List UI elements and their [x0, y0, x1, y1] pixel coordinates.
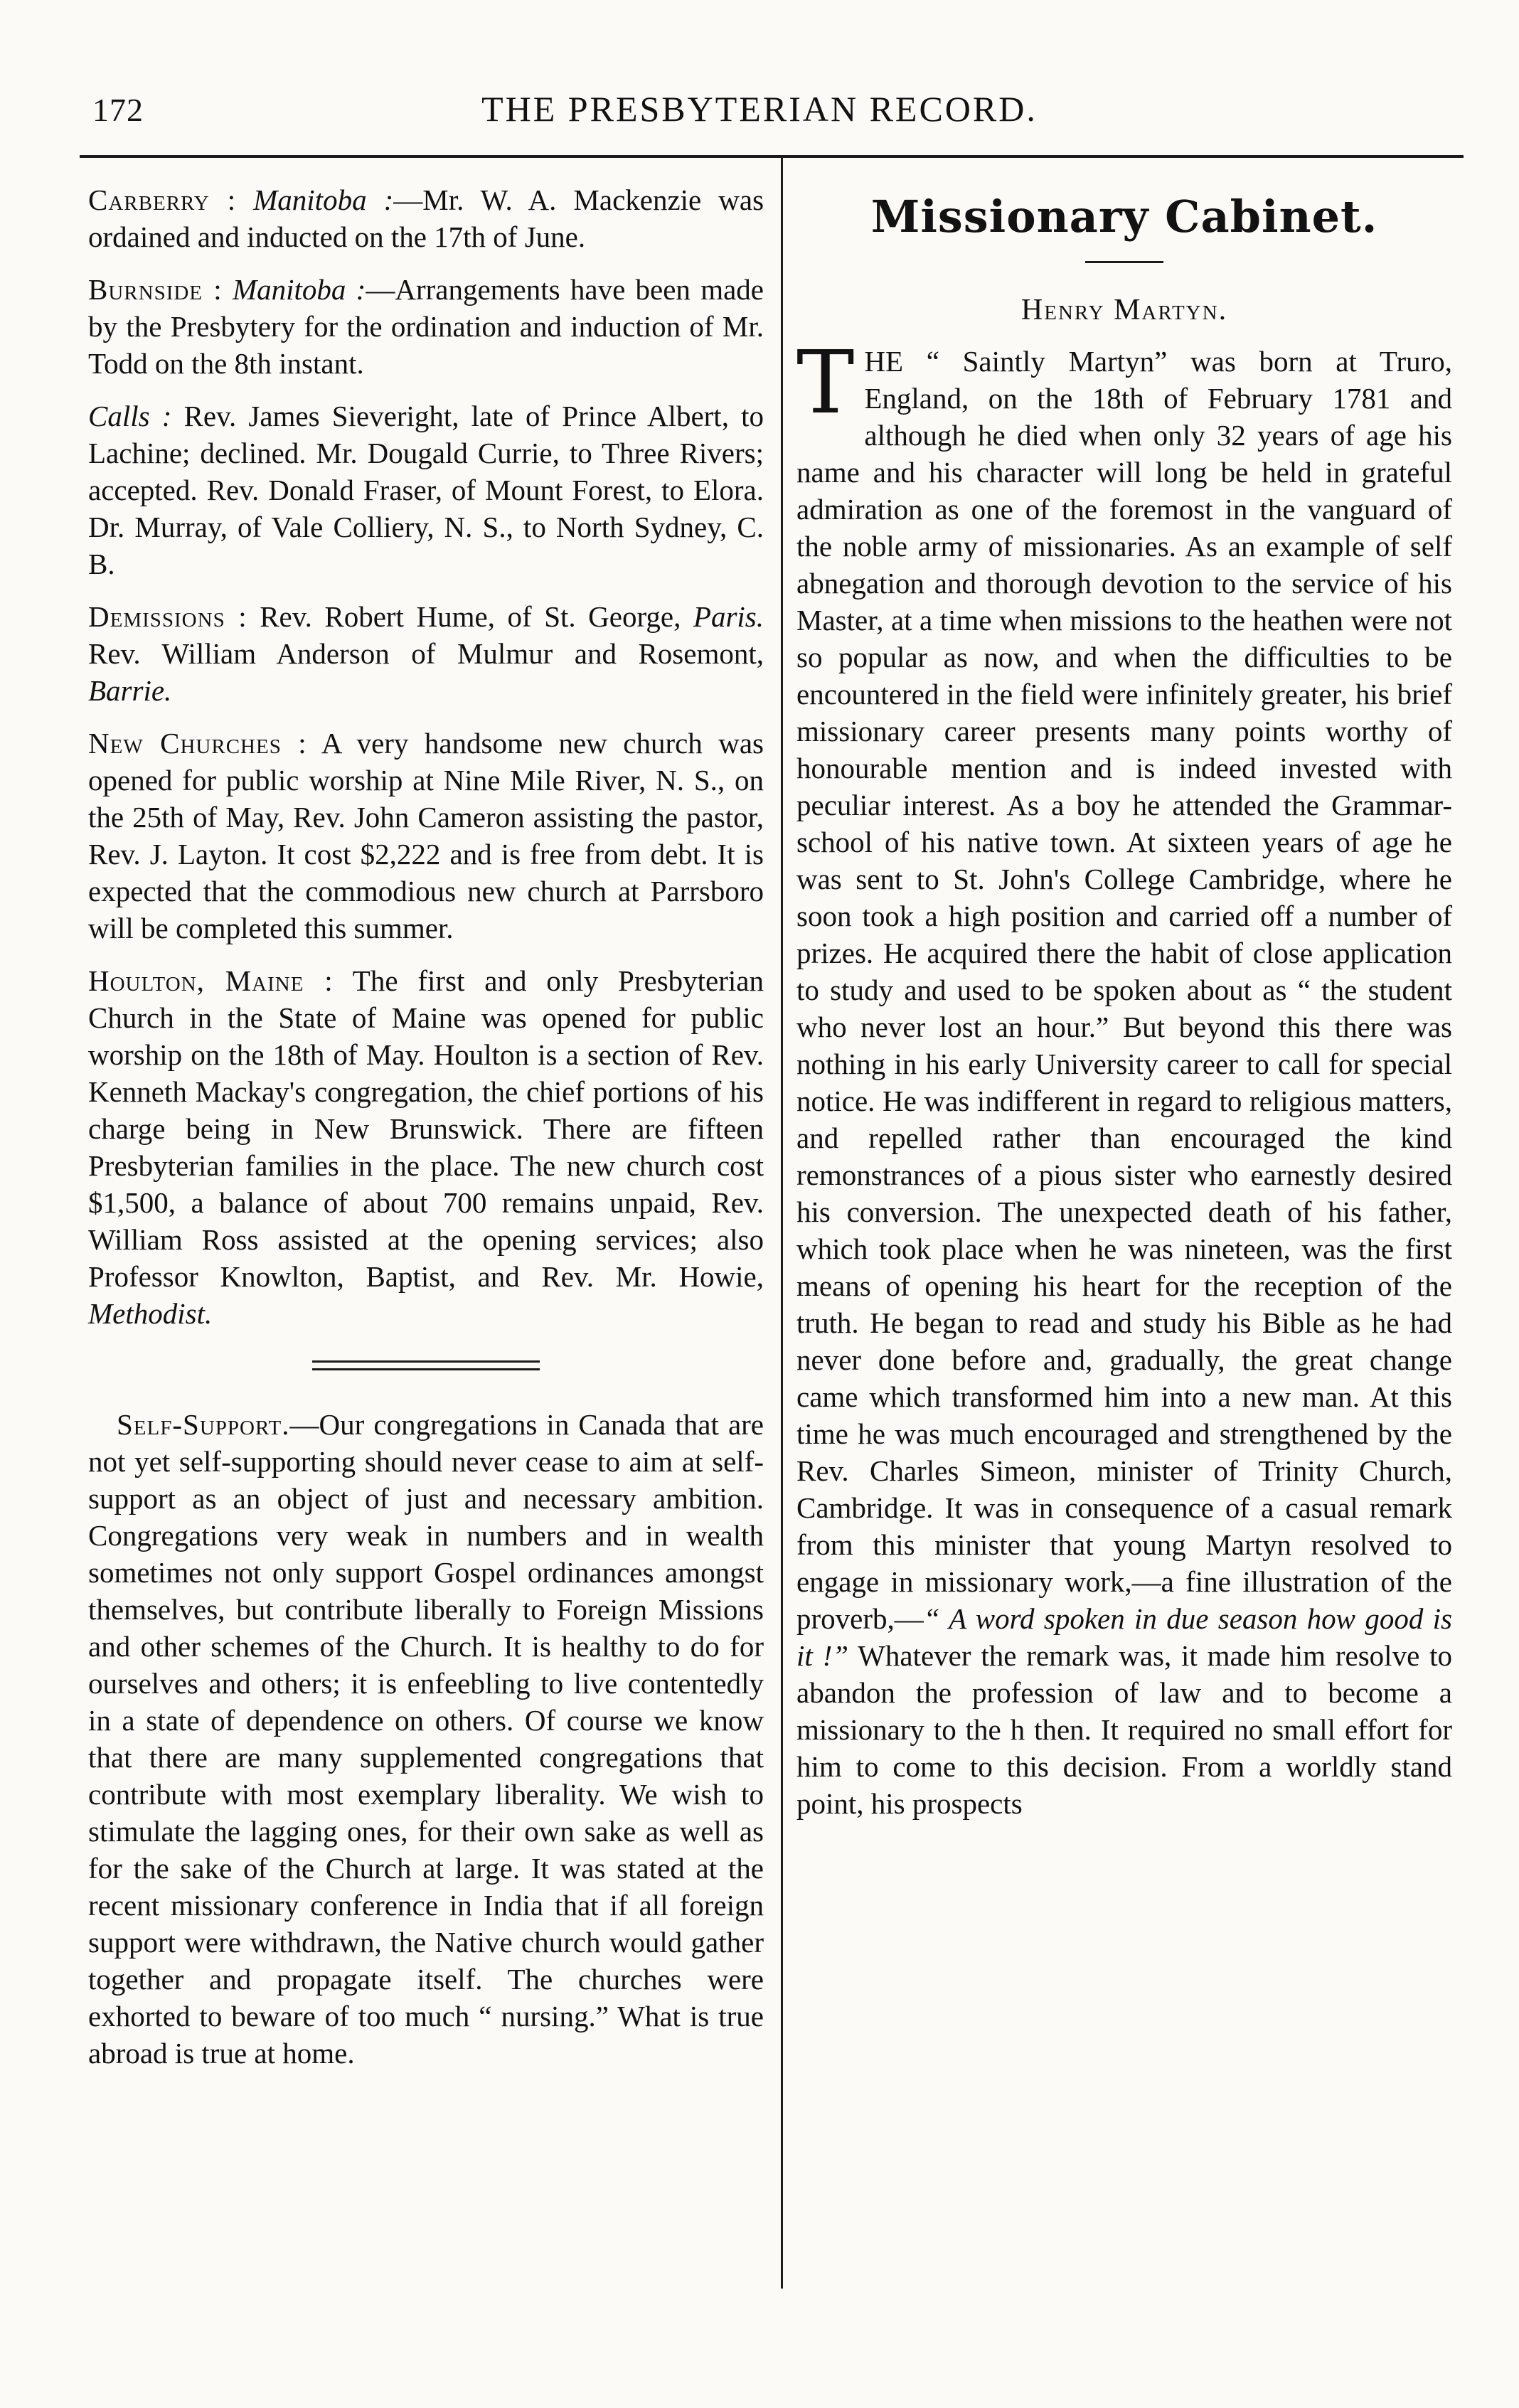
demissions-text-a: Rev. Robert Hume, of St. George,	[260, 600, 681, 633]
article-body-b: Whatever the remark was, it made him resolve to abandon the profession of law and to become a missionary to the h then. It required no small effort for him to come to this decision. From a worldly stand point, his prospects	[796, 1639, 1452, 1820]
burnside-notice	[88, 271, 764, 382]
calls-notice	[88, 398, 764, 582]
double-rule-separator	[312, 1360, 540, 1370]
houlton-text: The first and only Presbyterian Church in the State of Maine was opened for public worship on the 18th of May. Houlton is a section of Rev. Kenneth Mackay's congregation, the chief portions of his charge being in New Brunswick. There are fifteen Presbyterian families in the place. The new church cost $1,500, a balance of about 700 remains unpaid, Rev. William Ross assisted at the opening services; also Professor Knowlton, Baptist, and Rev. Mr. Howie,	[88, 964, 764, 1293]
houlton-closing: Methodist.	[88, 1297, 213, 1330]
carberry-notice	[88, 181, 764, 255]
demissions-label: Demissions :	[88, 600, 247, 633]
carberry-place: Carberry :	[88, 183, 237, 216]
article-body-a: HE “ Saintly Martyn” was born at Truro, England, on the 18th of February 1781 and although he died when only 32 years of age his name and his character will long be held in grateful admiration as one of the foremost in the vanguard of the noble army of missionaries. As an example of self abnegation and thorough devotion to the service of his Master, at a time when missions to the heathen were not so popular as now, and when the difficulties to be encountered in the field were infinitely greater, his brief missionary career presents many points worthy of honourable mention and is indeed invested with peculiar interest. As a boy he attended the Grammar-school of his native town. At sixteen years of age he was sent to St. John's College Cambridge, where he soon took a high position and carried off a number of prizes. He acquired there the habit of close application to study and used to be spoken about as “ the student who never lost an hour.” But beyond this there was nothing in his early University career to call for special notice. He was indifferent in regard to religious matters, and repelled rather than encouraged the kind remonstrances of a pious sister who earnestly desired his conversion. The unexpected death of his father, which took place when he was nineteen, was the first means of opening his heart for the reception of the truth. He began to read and study his Bible as he had never done before and, gradually, the great change came which transformed him into a new man. At this time he was much encouraged and strengthened by the Rev. Charles Simeon, minister of Trinity Church, Cambridge. It was in consequence of a casual remark from this minister that young Martyn resolved to engage in missionary work,—a fine illustration of the proverb,—	[796, 345, 1452, 1635]
carberry-province: Manitoba :	[253, 183, 394, 216]
page-number: 172	[92, 92, 144, 128]
drop-cap: T	[796, 332, 855, 433]
carberry-text: —Mr. W. A. Mackenzie was ordained and inducted on the 17th of June.	[88, 183, 764, 253]
proverb-quote: “ A word spoken in due season how good is it !”	[796, 1602, 1452, 1672]
demissions-place-a: Paris.	[693, 600, 764, 633]
demissions-notice	[88, 598, 764, 709]
calls-text: Rev. James Sieveright, late of Prince Albert, to Lachine; declined. Mr. Dougald Currie, to Three Rivers; accepted. Rev. Donald Fraser, of Mount Forest, to Elora. Dr. Murray, of Vale Colliery, N. S., to North Sydney, C. B.	[88, 400, 764, 580]
burnside-place: Burnside :	[88, 273, 223, 306]
column-divider	[781, 155, 783, 2289]
burnside-text: —Arrangements have been made by the Presbytery for the ordination and induction of Mr. Todd on the 8th instant.	[88, 273, 764, 380]
self-support-label: Self-Support.	[117, 1408, 290, 1441]
section-title-rule	[1085, 261, 1163, 263]
header-rule	[80, 155, 1464, 158]
article-title: Henry Martyn.	[1020, 294, 1228, 326]
article-body	[796, 332, 1452, 1822]
running-title: THE PRESBYTERIAN RECORD.	[481, 89, 1038, 129]
calls-label: Calls :	[88, 400, 172, 432]
new-churches-notice	[88, 725, 764, 947]
self-support-article	[88, 1406, 764, 2072]
burnside-province: Manitoba :	[232, 273, 366, 306]
new-churches-label: New Churches :	[88, 727, 307, 760]
right-column	[796, 181, 1452, 1838]
new-churches-text: A very handsome new church was opened for public worship at Nine Mile River, N. S., on the 25th of May, Rev. John Cameron assisting the pastor, Rev. J. Layton. It cost $2,222 and is free from debt. It is expected that the commodious new church at Parrsboro will be completed this summer.	[88, 727, 764, 944]
section-title: Missionary Cabinet.	[870, 191, 1378, 243]
demissions-place-b: Barrie.	[88, 674, 172, 707]
houlton-notice	[88, 962, 764, 1332]
self-support-text: —Our congregations in Canada that are not yet self-supporting should never cease to aim at self-support as an object of just and necessary ambition. Congregations very weak in numbers and in wealth sometimes not only support Gospel ordinances amongst themselves, but contribute liberally to Foreign Missions and other schemes of the Church. It is healthy to do for ourselves and others; it is enfeebling to live contentedly in a state of dependence on others. Of course we know that there are many supplemented congregations that contribute with most exemplary liberality. We wish to stimulate the lagging ones, for their own sake as well as for the sake of the Church at large. It was stated at the recent missionary conference in India that if all foreign support were withdrawn, the Native church would gather together and propagate itself. The churches were exhorted to beware of too much “ nursing.” What is true abroad is true at home.	[88, 1408, 764, 2069]
demissions-text-b: Rev. William Anderson of Mulmur and Rosemont,	[88, 637, 764, 670]
houlton-place: Houlton, Maine :	[88, 964, 334, 997]
left-column	[88, 181, 764, 2087]
